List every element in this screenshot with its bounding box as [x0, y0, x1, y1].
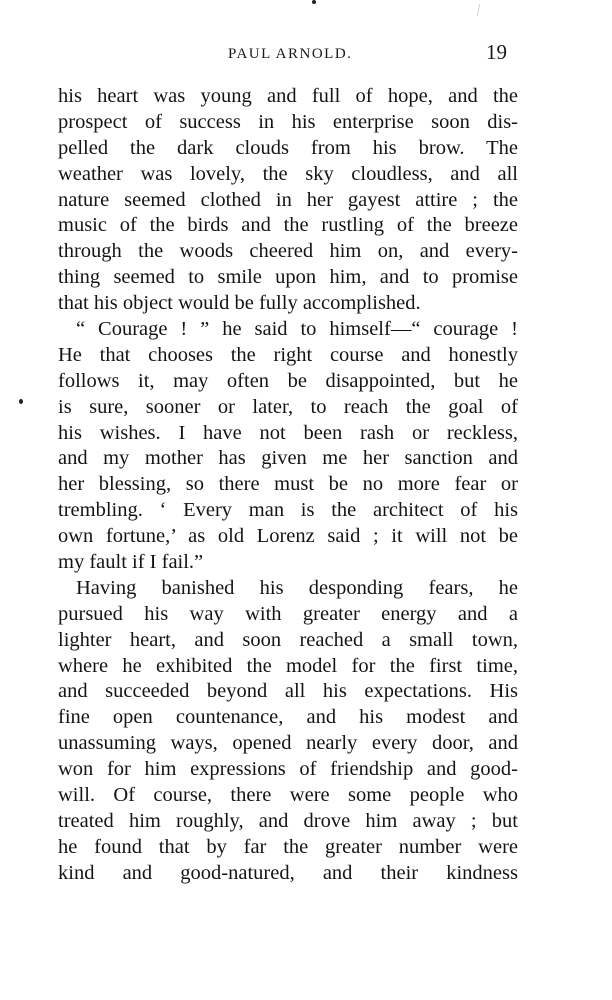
- text-line: follows it, may often be disappointed, but he: [58, 369, 518, 392]
- text-line: nature seemed clothed in her gayest attire ; the: [58, 188, 518, 211]
- text-line: will. Of course, there were some people who: [58, 784, 518, 807]
- running-title: PAUL ARNOLD.: [228, 46, 353, 62]
- text-line: her blessing, so there must be no more fear or: [58, 473, 518, 496]
- text-line: lighter heart, and soon reached a small town,: [58, 628, 518, 651]
- text-line: trembling. ‘ Every man is the architect of his: [58, 499, 518, 522]
- text-line: music of the birds and the rustling of the breeze: [58, 214, 518, 237]
- text-line: weather was lovely, the sky cloudless, and all: [58, 162, 518, 185]
- page-number: 19: [486, 40, 507, 64]
- text-line: pelled the dark clouds from his brow. The: [58, 136, 518, 159]
- text-line: that his object would be fully accomplished.: [58, 292, 421, 315]
- paper-scratch: [477, 4, 480, 16]
- text-line: prospect of success in his enterprise soon dis-: [58, 110, 518, 133]
- text-line: He that chooses the right course and honestly: [58, 343, 518, 366]
- text-line: own fortune,’ as old Lorenz said ; it will not be: [58, 525, 518, 548]
- text-line: thing seemed to smile upon him, and to promise: [58, 266, 518, 289]
- text-line: unassuming ways, opened nearly every door, and: [58, 732, 518, 755]
- text-line: Having banished his desponding fears, he: [76, 576, 518, 599]
- ink-speck: [312, 0, 316, 4]
- text-line: fine open countenance, and his modest and: [58, 706, 518, 729]
- text-line: he found that by far the greater number were: [58, 835, 518, 858]
- text-line: pursued his way with greater energy and a: [58, 602, 518, 625]
- margin-ink-mark: [19, 399, 23, 404]
- text-line: and my mother has given me her sanction and: [58, 447, 518, 470]
- body-text: [58, 84, 518, 887]
- text-line: treated him roughly, and drove him away ; but: [58, 809, 518, 832]
- text-line: his heart was young and full of hope, and the: [58, 85, 518, 107]
- text-line: kind and good-natured, and their kindness: [58, 861, 518, 884]
- text-line: his wishes. I have not been rash or reckless,: [58, 421, 518, 444]
- text-line: through the woods cheered him on, and every-: [58, 240, 518, 263]
- text-line: my fault if I fail.”: [58, 551, 204, 574]
- text-line: is sure, sooner or later, to reach the goal of: [58, 395, 518, 418]
- text-line: won for him expressions of friendship and good-: [58, 758, 518, 781]
- text-line: and succeeded beyond all his expectations. His: [58, 680, 518, 703]
- text-line: where he exhibited the model for the first time,: [58, 654, 518, 677]
- text-line: “ Courage ! ” he said to himself—“ courage !: [76, 318, 518, 341]
